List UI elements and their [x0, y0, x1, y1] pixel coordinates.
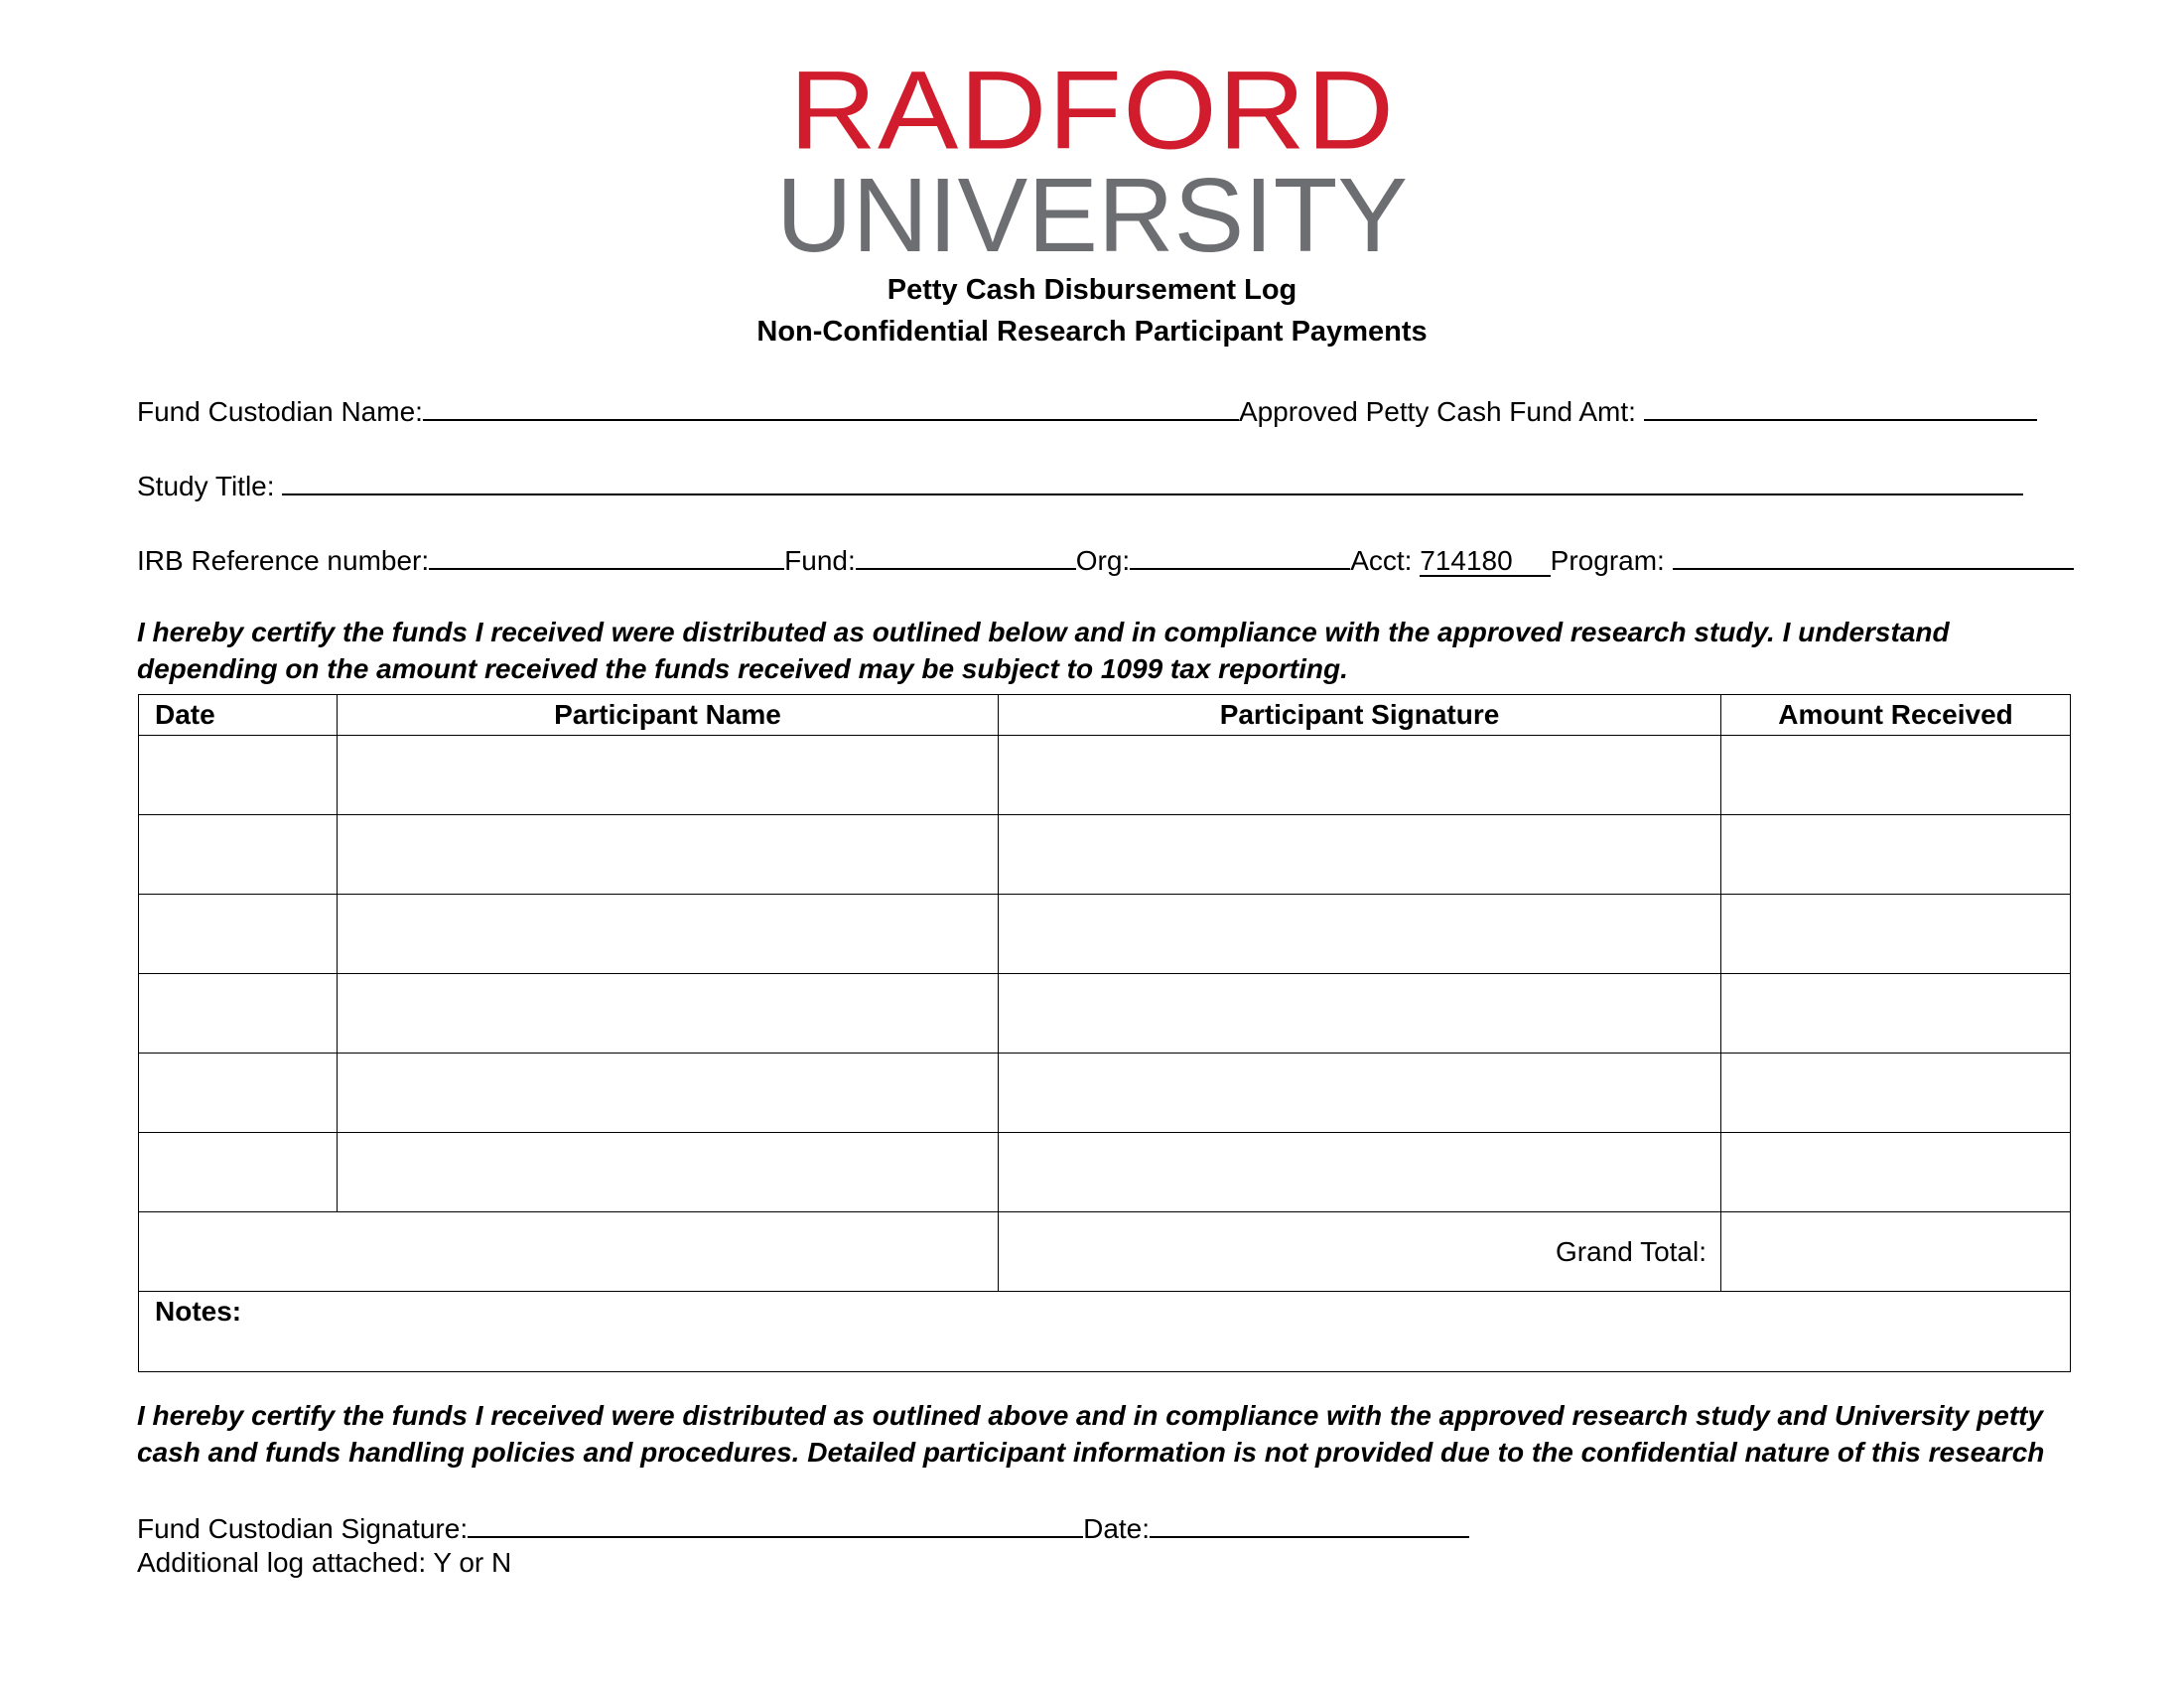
participant-name-cell[interactable] [338, 815, 999, 895]
amount-received-cell[interactable] [1721, 974, 2071, 1054]
date-cell[interactable] [139, 1054, 338, 1133]
participant-signature-cell[interactable] [999, 815, 1721, 895]
date-cell[interactable] [139, 736, 338, 815]
participant-name-cell[interactable] [338, 1133, 999, 1212]
logo-university-text: UNIVERSITY [775, 157, 1409, 274]
study-title-label: Study Title: [137, 471, 275, 501]
disbursement-log-table [138, 694, 2071, 1372]
grand-total-label: Grand Total: [999, 1212, 1721, 1292]
table-header-row [139, 695, 2071, 736]
amount-received-cell[interactable] [1721, 895, 2071, 974]
acct-label: Acct: [1350, 545, 1413, 576]
program-field[interactable] [1673, 542, 2074, 570]
org-field[interactable] [1130, 542, 1350, 570]
notes-label: Notes: [155, 1296, 242, 1327]
participant-signature-cell[interactable] [999, 736, 1721, 815]
certification-statement-bottom: I hereby certify the funds I received were distributed as outlined above and in compliance with the approved research study and University petty cash and funds handling policies and procedures. Detailed participant information is not provided due to the confidential nature of this research [137, 1400, 2045, 1468]
additional-log-line: Additional log attached: Y or N [137, 1547, 512, 1578]
study-title-row [137, 468, 2023, 502]
participant-name-cell[interactable] [338, 895, 999, 974]
amount-received-cell[interactable] [1721, 736, 2071, 815]
signature-row [137, 1510, 1469, 1545]
table-row [139, 736, 2071, 815]
participant-signature-cell[interactable] [999, 895, 1721, 974]
grand-total-row [139, 1212, 2071, 1292]
approved-amount-label: Approved Petty Cash Fund Amt: [1238, 396, 1636, 427]
grand-total-amount-cell[interactable] [1721, 1212, 2071, 1292]
logo-radford-text: RADFORD [788, 48, 1396, 173]
column-header-date: Date [139, 695, 338, 736]
study-title-field[interactable] [282, 468, 2023, 495]
radford-university-logo [0, 48, 2184, 274]
participant-name-cell[interactable] [338, 1054, 999, 1133]
program-label: Program: [1550, 545, 1665, 576]
date-cell[interactable] [139, 895, 338, 974]
column-header-amount-received: Amount Received [1721, 695, 2071, 736]
column-header-participant-signature: Participant Signature [999, 695, 1721, 736]
approved-amount-field[interactable] [1644, 393, 2037, 421]
amount-received-cell[interactable] [1721, 815, 2071, 895]
participant-name-cell[interactable] [338, 974, 999, 1054]
fund-label: Fund: [784, 545, 856, 576]
org-label: Org: [1075, 545, 1131, 576]
column-header-participant-name: Participant Name [338, 695, 999, 736]
table-row [139, 895, 2071, 974]
custodian-name-label: Fund Custodian Name: [137, 396, 423, 427]
participant-signature-cell[interactable] [999, 1054, 1721, 1133]
date-cell[interactable] [139, 974, 338, 1054]
custodian-name-field[interactable] [423, 393, 1239, 421]
amount-received-cell[interactable] [1721, 1054, 2071, 1133]
fund-field[interactable] [856, 542, 1076, 570]
table-row [139, 974, 2071, 1054]
grand-total-spacer [139, 1212, 999, 1292]
participant-name-cell[interactable] [338, 736, 999, 815]
table-row [139, 1054, 2071, 1133]
acct-field[interactable]: 714180 [1420, 547, 1550, 577]
account-row [137, 542, 2074, 577]
custodian-signature-field[interactable] [468, 1510, 1083, 1538]
custodian-signature-label: Fund Custodian Signature: [137, 1513, 469, 1544]
date-cell[interactable] [139, 1133, 338, 1212]
form-subtitle: Non-Confidential Research Participant Payments [756, 316, 1428, 348]
participant-signature-cell[interactable] [999, 974, 1721, 1054]
notes-row [139, 1292, 2071, 1372]
signature-date-field[interactable] [1150, 1510, 1469, 1538]
irb-label: IRB Reference number: [137, 545, 430, 576]
custodian-row [137, 393, 2037, 428]
certification-statement-top: I hereby certify the funds I received were distributed as outlined below and in compliance with the approved research study. I understand depending on the amount received the funds received may be subject to 1099 tax reporting. [137, 617, 1950, 684]
amount-received-cell[interactable] [1721, 1133, 2071, 1212]
table-row [139, 1133, 2071, 1212]
form-title: Petty Cash Disbursement Log [887, 274, 1297, 306]
notes-field[interactable] [139, 1292, 2071, 1372]
signature-date-label: Date: [1083, 1513, 1151, 1544]
participant-signature-cell[interactable] [999, 1133, 1721, 1212]
date-cell[interactable] [139, 815, 338, 895]
table-row [139, 815, 2071, 895]
irb-field[interactable] [429, 542, 784, 570]
